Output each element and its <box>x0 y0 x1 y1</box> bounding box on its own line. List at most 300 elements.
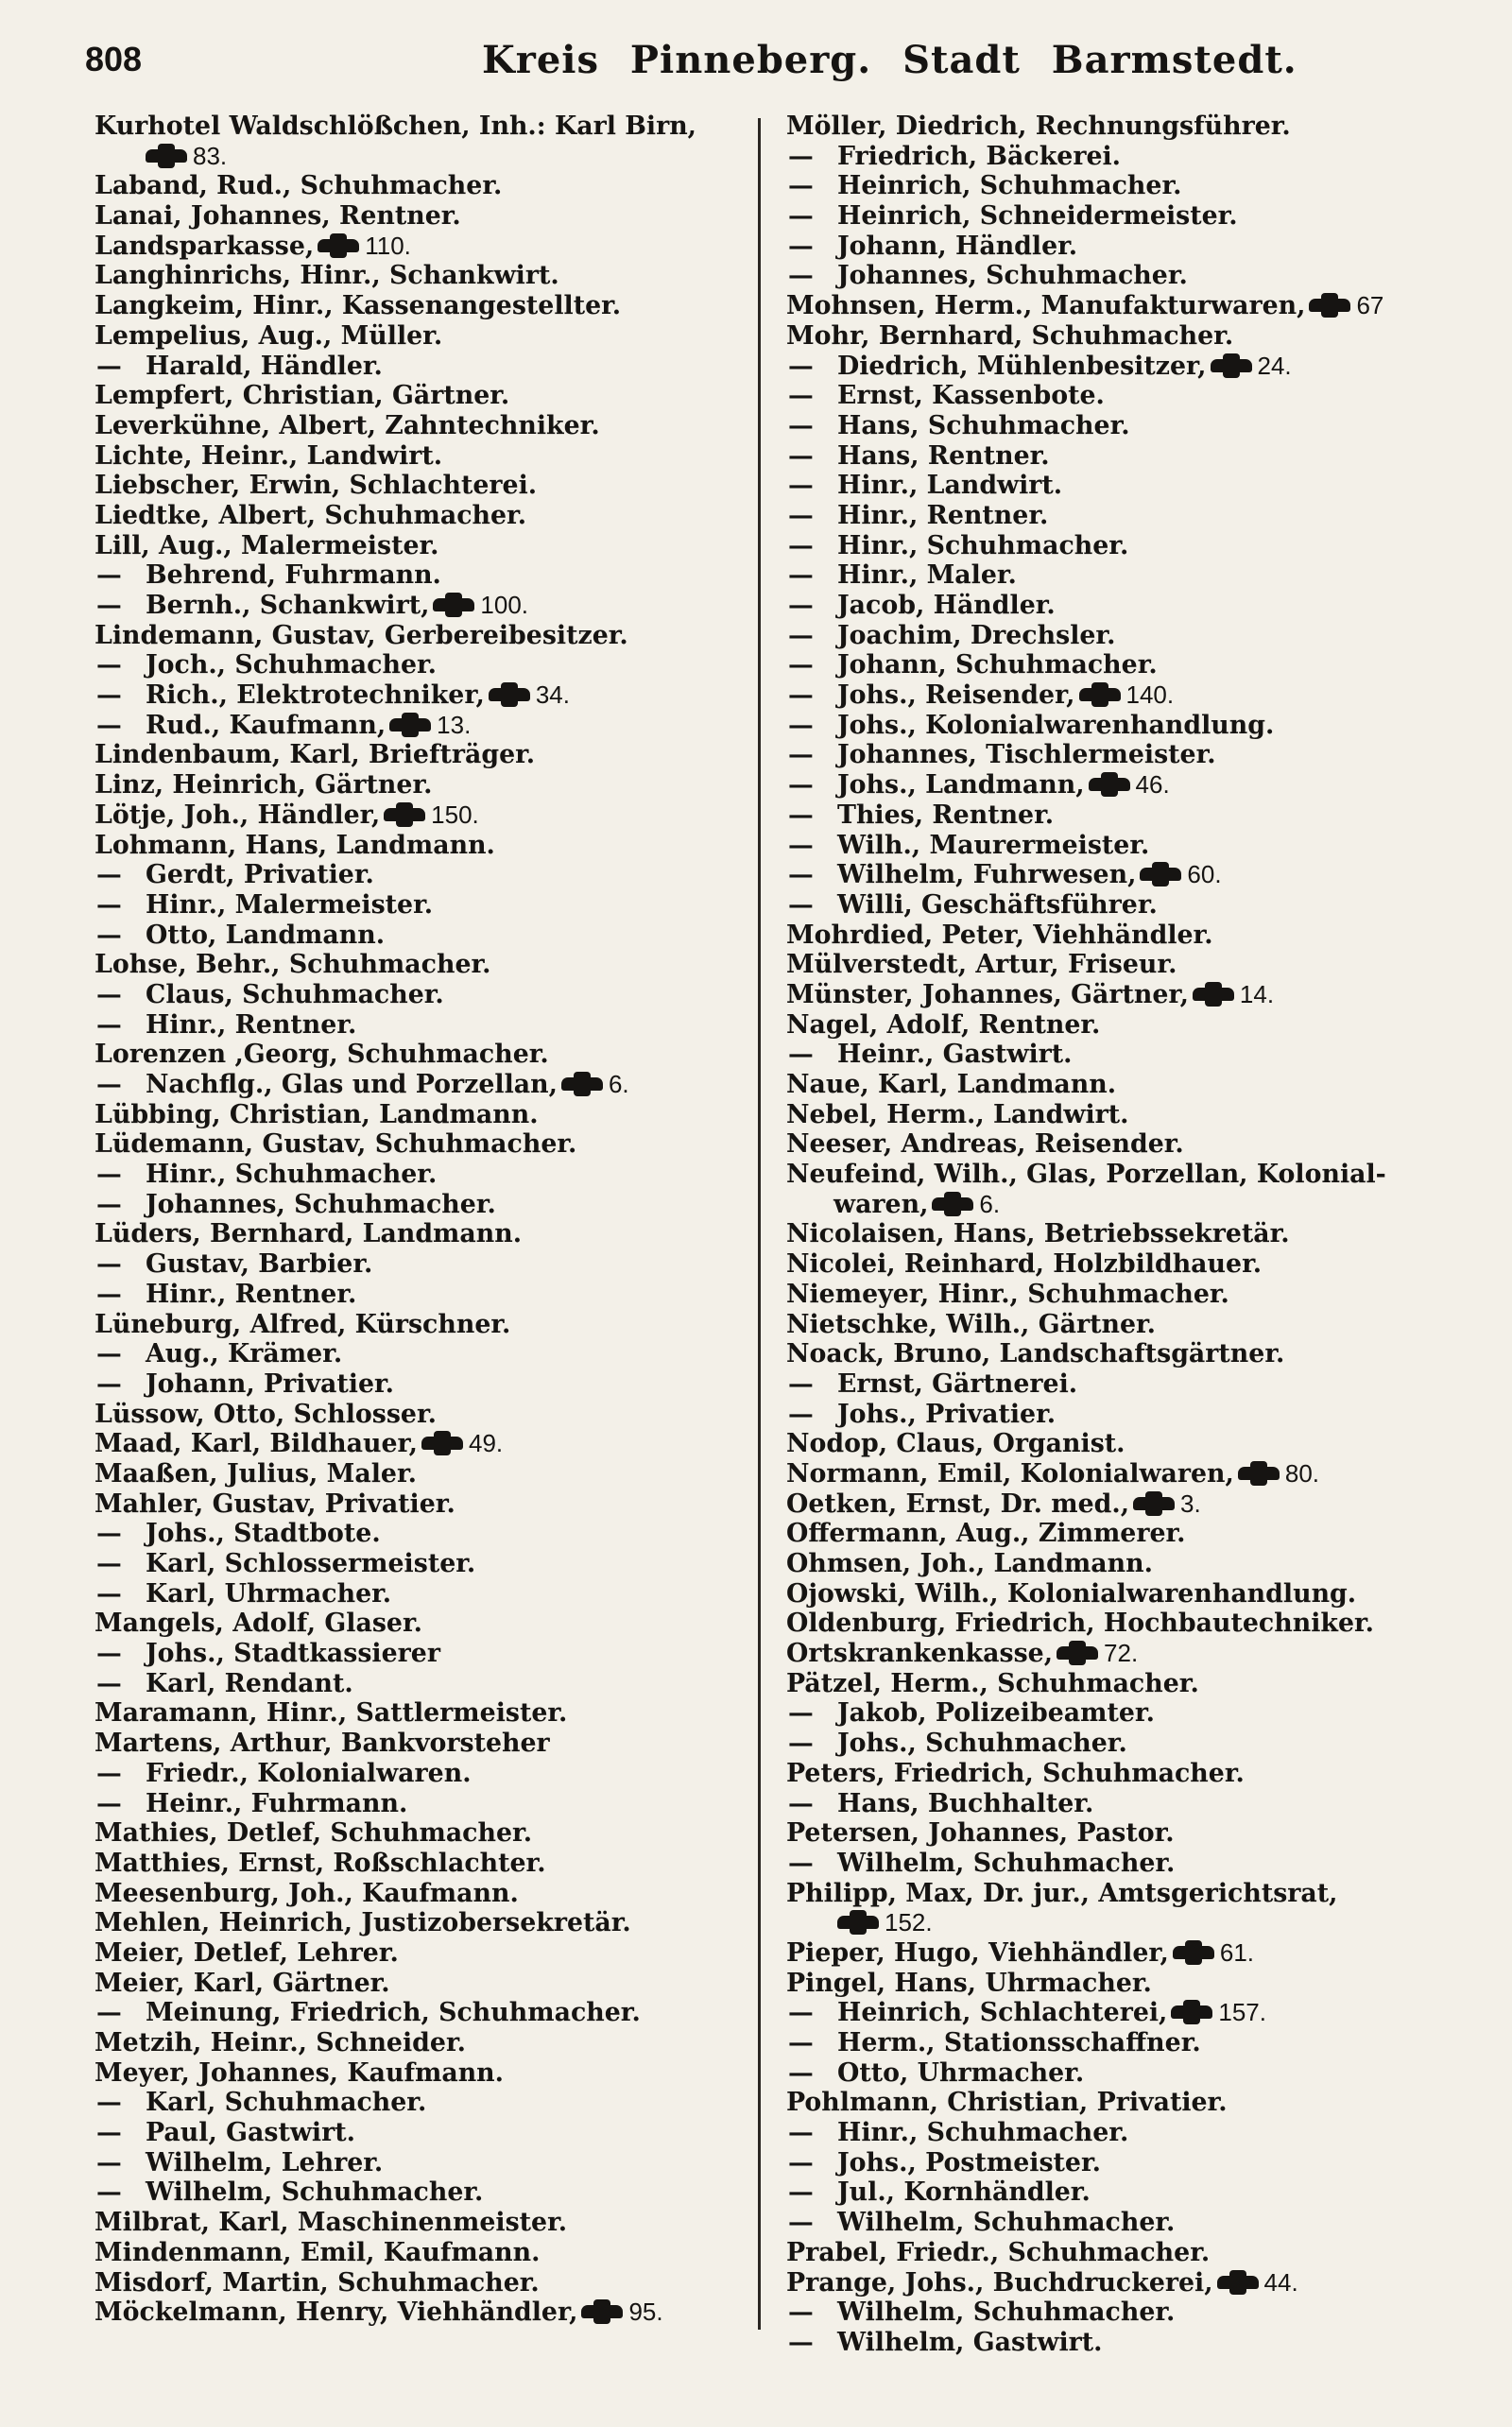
entry-text: Oetken, Ernst, Dr. med., <box>786 1489 1130 1519</box>
directory-entry <box>786 531 1476 561</box>
directory-entry <box>94 650 784 680</box>
column-divider <box>758 118 761 2330</box>
directory-entry <box>786 1459 1476 1489</box>
directory-entry <box>94 1489 784 1520</box>
directory-entry <box>786 1879 1476 1909</box>
directory-entry <box>786 1280 1476 1310</box>
directory-entry <box>94 441 784 472</box>
directory-entry <box>786 441 1476 472</box>
directory-entry <box>786 1429 1476 1459</box>
directory-entry <box>94 890 784 921</box>
directory-entry <box>94 2268 784 2298</box>
ditto-dash: — <box>788 471 814 501</box>
directory-entry <box>94 950 784 980</box>
entry-text: Otto, Uhrmacher. <box>837 2057 1085 2088</box>
directory-entry <box>94 591 784 621</box>
ditto-dash: — <box>96 979 122 1009</box>
ditto-dash: — <box>788 1040 814 1070</box>
ditto-dash: — <box>788 500 814 530</box>
entry-text: Johannes, Tischlermeister. <box>837 740 1216 770</box>
ditto-dash: — <box>788 2057 814 2088</box>
directory-entry <box>94 411 784 441</box>
directory-entry <box>786 411 1476 441</box>
ditto-dash: — <box>96 351 122 381</box>
ditto-dash: — <box>96 1070 122 1099</box>
directory-entry <box>94 232 784 262</box>
entry-text: Mathies, Detlef, Schuhmacher. <box>94 1818 533 1849</box>
directory-entry <box>94 1759 784 1789</box>
ditto-dash: — <box>96 2147 122 2177</box>
directory-entry <box>94 1100 784 1130</box>
entry-text: Meier, Karl, Gärtner. <box>94 1968 390 1998</box>
directory-entry <box>94 1129 784 1160</box>
ditto-dash: — <box>788 2208 814 2238</box>
entry-text: Hinr., Malermeister. <box>146 889 434 920</box>
directory-entry <box>786 2177 1476 2208</box>
page-number: 808 <box>85 40 143 78</box>
directory-entry <box>786 980 1476 1010</box>
ditto-dash: — <box>788 171 814 201</box>
entry-text: Möckelmann, Henry, Viehhändler, <box>94 2298 578 2328</box>
entry-text: Nicolei, Reinhard, Holzbildhauer. <box>786 1249 1263 1280</box>
entry-text: Matthies, Ernst, Roßschlachter. <box>94 1848 546 1878</box>
entry-text: Ojowski, Wilh., Kolonialwarenhandlung. <box>786 1578 1357 1609</box>
directory-entry <box>94 1040 784 1070</box>
directory-entry <box>94 1938 784 1969</box>
directory-entry <box>94 261 784 291</box>
entry-text: Hinr., Rentner. <box>146 1279 357 1309</box>
ditto-dash: — <box>96 2177 122 2208</box>
directory-entry <box>786 2088 1476 2118</box>
entry-text: Lanai, Johannes, Rentner. <box>94 201 461 232</box>
directory-entry <box>94 740 784 770</box>
entry-text: Hinr., Schuhmacher. <box>146 1160 438 1190</box>
directory-entry <box>786 1070 1476 1100</box>
entry-text: Heinrich, Schuhmacher. <box>837 171 1182 201</box>
directory-entry <box>786 1190 1476 1220</box>
directory-entry <box>94 621 784 651</box>
entry-text: Johs., Privatier. <box>837 1399 1057 1429</box>
entry-text: Möller, Diedrich, Rechnungsführer. <box>786 112 1291 141</box>
entry-text: Nachflg., Glas und Porzellan, <box>146 1070 558 1099</box>
entry-text: Neeser, Andreas, Reisender. <box>786 1129 1184 1160</box>
directory-entry <box>94 2118 784 2148</box>
ditto-dash: — <box>788 530 814 560</box>
ditto-dash: — <box>96 1249 122 1280</box>
entry-text: Maad, Karl, Bildhauer, <box>94 1429 419 1459</box>
entry-text: Lorenzen ,Georg, Schuhmacher. <box>94 1040 549 1070</box>
directory-entry <box>94 1698 784 1729</box>
entry-text: Hans, Buchhalter. <box>837 1788 1094 1818</box>
entry-text: Aug., Krämer. <box>146 1339 343 1369</box>
directory-entry <box>786 2328 1476 2358</box>
directory-entry <box>786 1040 1476 1070</box>
entry-text: Herm., Stationsschaffner. <box>837 2028 1201 2057</box>
entry-text: Wilhelm, Schuhmacher. <box>837 1848 1176 1878</box>
entry-text: Karl, Schuhmacher. <box>146 2088 427 2118</box>
directory-entry <box>786 1579 1476 1609</box>
phone-number: 72. <box>1104 1639 1139 1668</box>
directory-entry <box>786 1639 1476 1669</box>
phone-number: 100. <box>480 591 529 619</box>
telephone-icon <box>1079 687 1121 702</box>
directory-entry <box>786 1100 1476 1130</box>
directory-entry <box>94 1249 784 1280</box>
entry-text: Hans, Rentner. <box>837 440 1050 471</box>
entry-text: Lindenbaum, Karl, Briefträger. <box>94 740 536 770</box>
directory-entry <box>786 1998 1476 2028</box>
telephone-icon <box>1193 987 1234 1002</box>
entry-text: Linz, Heinrich, Gärtner. <box>94 770 433 800</box>
phone-number: 61. <box>1219 1937 1255 1967</box>
entry-text: Mülverstedt, Artur, Friseur. <box>786 950 1177 980</box>
ditto-dash: — <box>96 2118 122 2148</box>
ditto-dash: — <box>788 740 814 770</box>
directory-entry <box>786 950 1476 980</box>
directory-entry <box>786 1818 1476 1849</box>
entry-text: Hinr., Schuhmacher. <box>837 2118 1129 2148</box>
directory-entry <box>94 1998 784 2028</box>
entry-text: Meier, Detlef, Lehrer. <box>94 1937 399 1968</box>
telephone-icon <box>1211 358 1252 373</box>
directory-entry <box>786 171 1476 201</box>
entry-text: Hinr., Maler. <box>837 560 1017 591</box>
directory-entry <box>786 2208 1476 2238</box>
directory-entry <box>94 1070 784 1100</box>
ditto-dash: — <box>788 680 814 711</box>
entry-text: Joachim, Drechsler. <box>837 620 1116 650</box>
telephone-icon <box>489 687 530 702</box>
directory-entry <box>786 560 1476 591</box>
directory-entry <box>94 1010 784 1041</box>
entry-text: Mahler, Gustav, Privatier. <box>94 1489 455 1519</box>
entry-text: Johannes, Schuhmacher. <box>146 1189 496 1219</box>
entry-text: Wilhelm, Fuhrwesen, <box>837 860 1137 890</box>
entry-text: Thies, Rentner. <box>837 800 1055 830</box>
entry-text: Johann, Händler. <box>837 231 1078 261</box>
ditto-dash: — <box>788 1399 814 1429</box>
directory-entry <box>94 321 784 352</box>
directory-entry <box>786 921 1476 951</box>
entry-text: Milbrat, Karl, Maschinenmeister. <box>94 2208 568 2238</box>
entry-text: Johs., Kolonialwarenhandlung. <box>837 710 1275 740</box>
directory-entry <box>786 232 1476 262</box>
telephone-icon <box>1089 777 1130 792</box>
telephone-icon <box>932 1196 973 1212</box>
telephone-icon <box>1309 298 1350 313</box>
ditto-dash: — <box>96 860 122 890</box>
directory-entry <box>94 381 784 411</box>
entry-text: Neufeind, Wilh., Glas, Porzellan, Kolonial- <box>786 1160 1386 1190</box>
entry-text: Rich., Elektrotechniker, <box>146 680 485 711</box>
entry-text: Mohnsen, Herm., Manufakturwaren, <box>786 291 1306 321</box>
entry-text: Meesenburg, Joh., Kaufmann. <box>94 1878 519 1908</box>
ditto-dash: — <box>96 2088 122 2118</box>
phone-number: 152. <box>885 1908 933 1937</box>
directory-entry <box>94 471 784 501</box>
left-column <box>94 112 784 2328</box>
phone-number: 150. <box>431 800 479 829</box>
directory-entry <box>94 2208 784 2238</box>
ditto-dash: — <box>788 2298 814 2328</box>
entry-text: Oldenburg, Friedrich, Hochbautechniker. <box>786 1609 1374 1639</box>
directory-entry <box>94 1429 784 1459</box>
telephone-icon <box>318 238 359 253</box>
telephone-icon <box>1133 1496 1175 1511</box>
entry-text: Jacob, Händler. <box>837 591 1056 620</box>
ditto-dash: — <box>788 560 814 591</box>
entry-text: Leverkühne, Albert, Zahntechniker. <box>94 410 600 440</box>
directory-entry <box>786 1789 1476 1819</box>
directory-entry <box>94 112 784 142</box>
directory-entry <box>94 921 784 951</box>
ditto-dash: — <box>788 830 814 860</box>
directory-entry <box>786 201 1476 232</box>
directory-entry <box>786 291 1476 321</box>
entry-text: Johannes, Schuhmacher. <box>837 261 1188 291</box>
ditto-dash: — <box>96 1160 122 1190</box>
entry-text: Wilhelm, Schuhmacher. <box>837 2208 1176 2238</box>
entry-text: Heinrich, Schlachterei, <box>837 1998 1168 2028</box>
phone-number: 24. <box>1257 351 1292 380</box>
directory-entry <box>786 740 1476 770</box>
entry-text: Mohr, Bernhard, Schuhmacher. <box>786 320 1234 351</box>
directory-entry <box>786 1908 1476 1938</box>
entry-text: Heinr., Gastwirt. <box>837 1040 1073 1070</box>
telephone-icon <box>1217 2275 1259 2290</box>
entry-text: Claus, Schuhmacher. <box>146 979 444 1009</box>
phone-number: 34. <box>535 680 570 710</box>
directory-entry <box>94 2177 784 2208</box>
directory-entry <box>786 1729 1476 1759</box>
entry-text: waren, <box>833 1189 929 1219</box>
phone-number: 80. <box>1284 1458 1320 1488</box>
entry-text: Petersen, Johannes, Pastor. <box>786 1818 1175 1849</box>
directory-entry <box>94 680 784 711</box>
directory-entry <box>94 142 784 172</box>
entry-text: Lempfert, Christian, Gärtner. <box>94 381 510 411</box>
directory-entry <box>94 2298 784 2328</box>
entry-text: Nagel, Adolf, Rentner. <box>786 1009 1101 1040</box>
directory-entry <box>786 1400 1476 1430</box>
entry-text: Peters, Friedrich, Schuhmacher. <box>786 1758 1245 1788</box>
entry-text: Laband, Rud., Schuhmacher. <box>94 171 503 201</box>
entry-text: Niemeyer, Hinr., Schuhmacher. <box>786 1279 1229 1309</box>
directory-entry <box>94 2148 784 2178</box>
entry-text: Ernst, Gärtnerei. <box>837 1368 1078 1399</box>
entry-text: Kurhotel Waldschlößchen, Inh.: Karl Birn, <box>94 112 697 141</box>
directory-entry <box>786 1369 1476 1400</box>
directory-entry <box>786 2058 1476 2089</box>
phone-number: 46. <box>1135 770 1170 800</box>
ditto-dash: — <box>788 201 814 232</box>
entry-text: Lichte, Heinr., Landwirt. <box>94 440 443 471</box>
directory-entry <box>94 1519 784 1549</box>
entry-text: Johann, Schuhmacher. <box>837 650 1158 680</box>
directory-entry <box>94 831 784 861</box>
entry-text: Willi, Geschäftsführer. <box>837 889 1158 920</box>
entry-text: Ernst, Kassenbote. <box>837 381 1105 411</box>
directory-entry <box>786 1549 1476 1579</box>
entry-text: Karl, Uhrmacher. <box>146 1578 392 1609</box>
ditto-dash: — <box>96 1549 122 1578</box>
phone-number: 44. <box>1263 2267 1298 2297</box>
directory-entry <box>786 1310 1476 1340</box>
entry-text: Wilhelm, Schuhmacher. <box>837 2298 1176 2328</box>
entry-text: Nicolaisen, Hans, Betriebssekretär. <box>786 1219 1290 1249</box>
entry-text: Lüssow, Otto, Schlosser. <box>94 1399 437 1429</box>
entry-text: Hinr., Rentner. <box>146 1009 357 1040</box>
phone-number: 60. <box>1187 860 1222 889</box>
entry-text: Hinr., Schuhmacher. <box>837 530 1129 560</box>
directory-entry <box>786 1160 1476 1190</box>
directory-entry <box>786 711 1476 741</box>
entry-text: Lüders, Bernhard, Landmann. <box>94 1219 523 1249</box>
directory-entry <box>786 1609 1476 1639</box>
entry-text: Maramann, Hinr., Sattlermeister. <box>94 1698 568 1729</box>
ditto-dash: — <box>788 231 814 261</box>
ditto-dash: — <box>96 560 122 591</box>
ditto-dash: — <box>788 261 814 291</box>
entry-text: Philipp, Max, Dr. jur., Amtsgerichtsrat, <box>786 1878 1338 1908</box>
directory-entry <box>786 2238 1476 2268</box>
directory-entry <box>786 680 1476 711</box>
entry-text: Lempelius, Aug., Müller. <box>94 320 443 351</box>
ditto-dash: — <box>788 381 814 411</box>
directory-entry <box>786 800 1476 831</box>
directory-entry <box>94 1219 784 1249</box>
phone-number: 3. <box>1180 1489 1201 1518</box>
directory-entry <box>94 770 784 800</box>
directory-entry <box>94 1609 784 1639</box>
directory-entry <box>94 201 784 232</box>
entry-text: Johs., Stadtbote. <box>146 1519 381 1549</box>
entry-text: Meinung, Friedrich, Schuhmacher. <box>146 1998 641 2028</box>
entry-text: Paul, Gastwirt. <box>146 2118 355 2148</box>
directory-entry <box>94 2088 784 2118</box>
entry-text: Johs., Stadtkassierer <box>146 1639 440 1669</box>
entry-text: Johann, Privatier. <box>146 1368 394 1399</box>
ditto-dash: — <box>96 889 122 920</box>
directory-entry <box>94 171 784 201</box>
directory-entry <box>94 1339 784 1369</box>
directory-entry <box>786 770 1476 800</box>
entry-text: Rud., Kaufmann, <box>146 710 387 740</box>
directory-entry <box>786 650 1476 680</box>
directory-entry <box>786 1759 1476 1789</box>
ditto-dash: — <box>788 889 814 920</box>
entry-text: Gerdt, Privatier. <box>146 860 374 890</box>
directory-entry <box>94 1639 784 1669</box>
ditto-dash: — <box>788 650 814 680</box>
ditto-dash: — <box>788 1698 814 1729</box>
entry-text: Pätzel, Herm., Schuhmacher. <box>786 1668 1199 1698</box>
entry-text: Jakob, Polizeibeamter. <box>837 1698 1155 1729</box>
directory-entry <box>94 1459 784 1489</box>
directory-entry <box>786 1249 1476 1280</box>
ditto-dash: — <box>788 2118 814 2148</box>
ditto-dash: — <box>788 620 814 650</box>
directory-entry <box>94 711 784 741</box>
phone-number: 13. <box>437 710 472 739</box>
entry-text: Johs., Postmeister. <box>837 2147 1101 2177</box>
entry-text: Nebel, Herm., Landwirt. <box>786 1099 1129 1129</box>
phone-number: 157. <box>1218 1998 1266 2027</box>
entry-text: Hans, Schuhmacher. <box>837 410 1130 440</box>
directory-entry <box>94 1310 784 1340</box>
directory-entry <box>94 1908 784 1938</box>
directory-entry <box>786 1129 1476 1160</box>
directory-entry <box>786 2148 1476 2178</box>
ditto-dash: — <box>788 2028 814 2057</box>
entry-text: Lüdemann, Gustav, Schuhmacher. <box>94 1129 577 1160</box>
directory-entry <box>94 1280 784 1310</box>
ditto-dash: — <box>788 710 814 740</box>
directory-entry <box>94 800 784 831</box>
entry-text: Lübbing, Christian, Landmann. <box>94 1099 539 1129</box>
directory-entry <box>786 2298 1476 2328</box>
entry-text: Jul., Kornhändler. <box>837 2177 1091 2208</box>
entry-text: Karl, Rendant. <box>146 1668 353 1698</box>
entry-text: Maaßen, Julius, Maler. <box>94 1458 417 1489</box>
telephone-icon <box>837 1915 879 1930</box>
entry-text: Friedrich, Bäckerei. <box>837 141 1122 171</box>
ditto-dash: — <box>788 1788 814 1818</box>
entry-text: Mehlen, Heinrich, Justizobersekretär. <box>94 1908 631 1938</box>
ditto-dash: — <box>788 1998 814 2028</box>
entry-text: Bernh., Schankwirt, <box>146 591 430 620</box>
ditto-dash: — <box>96 1998 122 2028</box>
telephone-icon <box>1171 2005 1212 2020</box>
ditto-dash: — <box>96 1189 122 1219</box>
directory-entry <box>94 291 784 321</box>
entry-text: Lötje, Joh., Händler, <box>94 800 381 830</box>
phone-number: 95. <box>628 2298 663 2327</box>
ditto-dash: — <box>96 1279 122 1309</box>
directory-entry <box>786 471 1476 501</box>
entry-text: Harald, Händler. <box>146 351 383 381</box>
directory-entry <box>786 860 1476 890</box>
entry-text: Mindenmann, Emil, Kaufmann. <box>94 2237 541 2267</box>
telephone-icon <box>421 1436 463 1451</box>
entry-text: Johs., Reisender, <box>837 680 1075 711</box>
directory-entry <box>786 591 1476 621</box>
entry-text: Metzih, Heinr., Schneider. <box>94 2028 466 2057</box>
telephone-icon <box>1238 1466 1280 1481</box>
directory-entry <box>94 1190 784 1220</box>
entry-text: Wilhelm, Schuhmacher. <box>146 2177 484 2208</box>
directory-entry <box>786 1969 1476 1999</box>
entry-text: Münster, Johannes, Gärtner, <box>786 979 1189 1009</box>
directory-entry <box>786 2118 1476 2148</box>
entry-text: Wilhelm, Lehrer. <box>146 2147 384 2177</box>
ditto-dash: — <box>788 440 814 471</box>
entry-text: Landsparkasse, <box>94 231 315 261</box>
entry-text: Gustav, Barbier. <box>146 1249 373 1280</box>
entry-text: Behrend, Fuhrmann. <box>146 560 441 591</box>
entry-text: Diedrich, Mühlenbesitzer, <box>837 351 1207 381</box>
directory-entry <box>786 1669 1476 1699</box>
directory-entry <box>786 1698 1476 1729</box>
phone-number: 110. <box>365 231 411 260</box>
entry-text: Ortskrankenkasse, <box>786 1639 1054 1669</box>
ditto-dash: — <box>788 141 814 171</box>
entry-text: Hinr., Landwirt. <box>837 471 1063 501</box>
directory-entry <box>786 321 1476 352</box>
ditto-dash: — <box>96 591 122 620</box>
directory-entry <box>94 860 784 890</box>
directory-entry <box>786 261 1476 291</box>
